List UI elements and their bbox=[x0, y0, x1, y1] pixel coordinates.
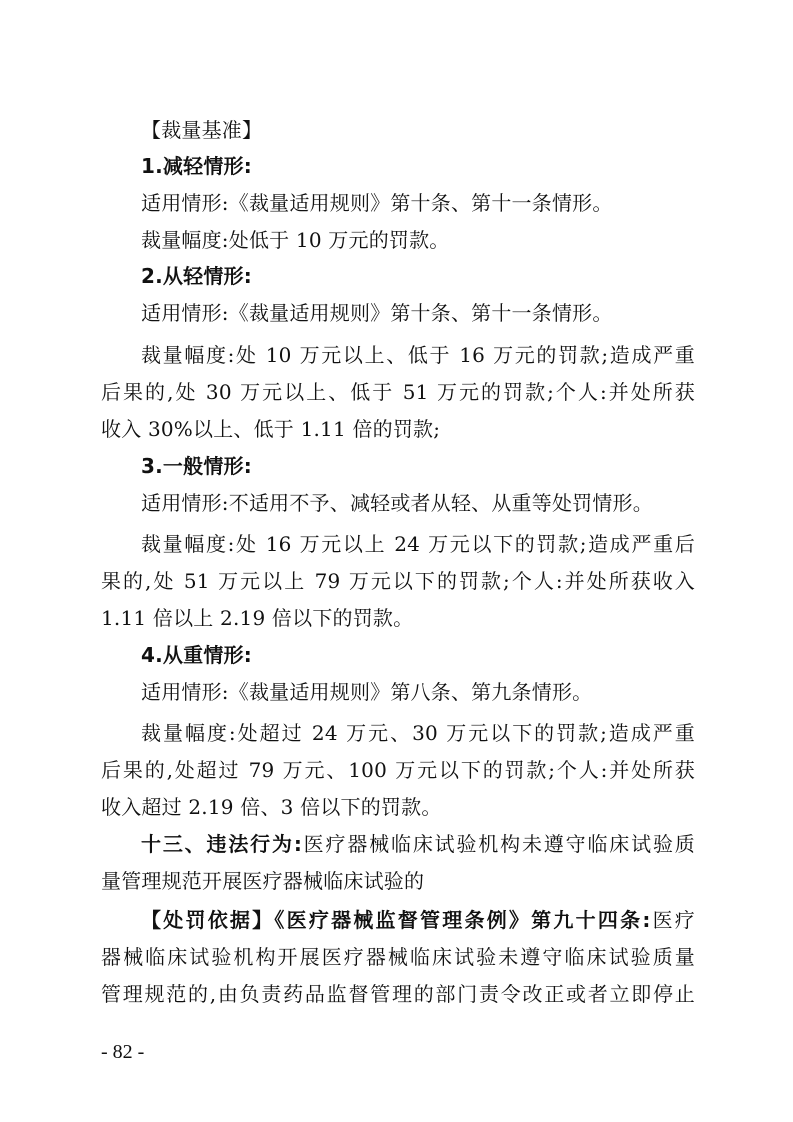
paragraph-applicable-case-4: 适用情形:《裁量适用规则》第八条、第九条情形。 bbox=[141, 680, 593, 704]
heading-aggravated-case: 4.从重情形: bbox=[141, 643, 252, 667]
paragraph-penalty-range-1: 裁量幅度:处低于 10 万元的罚款。 bbox=[141, 228, 450, 252]
paragraph-applicable-case-3: 适用情形:不适用不予、减轻或者从轻、从重等处罚情形。 bbox=[141, 491, 653, 515]
paragraph-penalty-range-2-line1: 裁量幅度:处 10 万元以上、低于 16 万元的罚款;造成严重 bbox=[141, 343, 695, 367]
heading-mitigated-case: 1.减轻情形: bbox=[141, 154, 252, 178]
penalty-basis-line1 bbox=[141, 904, 695, 936]
page-number: - 82 - bbox=[101, 1041, 145, 1063]
paragraph-penalty-range-3-line1: 裁量幅度:处 16 万元以上 24 万元以下的罚款;造成严重后 bbox=[141, 532, 695, 556]
penalty-basis-rest: 医疗 bbox=[650, 908, 695, 932]
heading-general-case: 3.一般情形: bbox=[141, 454, 252, 478]
paragraph-penalty-range-4-line1: 裁量幅度:处超过 24 万元、30 万元以下的罚款;造成严重 bbox=[141, 721, 695, 745]
article-heading-line1 bbox=[141, 828, 695, 860]
article-title-rest: 医疗器械临床试验机构未遵守临床试验质 bbox=[302, 832, 695, 856]
section-heading-discretion-standard: 【裁量基准】 bbox=[141, 118, 263, 142]
paragraph-penalty-range-3-line3: 1.11 倍以上 2.19 倍以下的罚款。 bbox=[101, 606, 414, 630]
paragraph-applicable-case-2: 适用情形:《裁量适用规则》第十条、第十一条情形。 bbox=[141, 301, 613, 325]
penalty-basis-title: 【处罚依据】《医疗器械监督管理条例》第九十四条: bbox=[141, 908, 651, 932]
article-title: 十三、违法行为: bbox=[141, 832, 303, 856]
paragraph-applicable-case-1: 适用情形:《裁量适用规则》第十条、第十一条情形。 bbox=[141, 191, 613, 215]
penalty-basis-line2: 器械临床试验机构开展医疗器械临床试验未遵守临床试验质量 bbox=[101, 945, 695, 969]
paragraph-penalty-range-2-line2: 后果的,处 30 万元以上、低于 51 万元的罚款;个人:并处所获 bbox=[101, 380, 695, 404]
paragraph-penalty-range-3-line2: 果的,处 51 万元以上 79 万元以下的罚款;个人:并处所获收入 bbox=[101, 569, 695, 593]
article-heading-line2: 量管理规范开展医疗器械临床试验的 bbox=[101, 869, 425, 893]
heading-lenient-case: 2.从轻情形: bbox=[141, 264, 252, 288]
paragraph-penalty-range-4-line3: 收入超过 2.19 倍、3 倍以下的罚款。 bbox=[101, 795, 442, 819]
paragraph-penalty-range-2-line3: 收入 30%以上、低于 1.11 倍的罚款; bbox=[101, 417, 441, 441]
penalty-basis-line3: 管理规范的,由负责药品监督管理的部门责令改正或者立即停止 bbox=[101, 982, 695, 1006]
paragraph-penalty-range-4-line2: 后果的,处超过 79 万元、100 万元以下的罚款;个人:并处所获 bbox=[101, 758, 695, 782]
